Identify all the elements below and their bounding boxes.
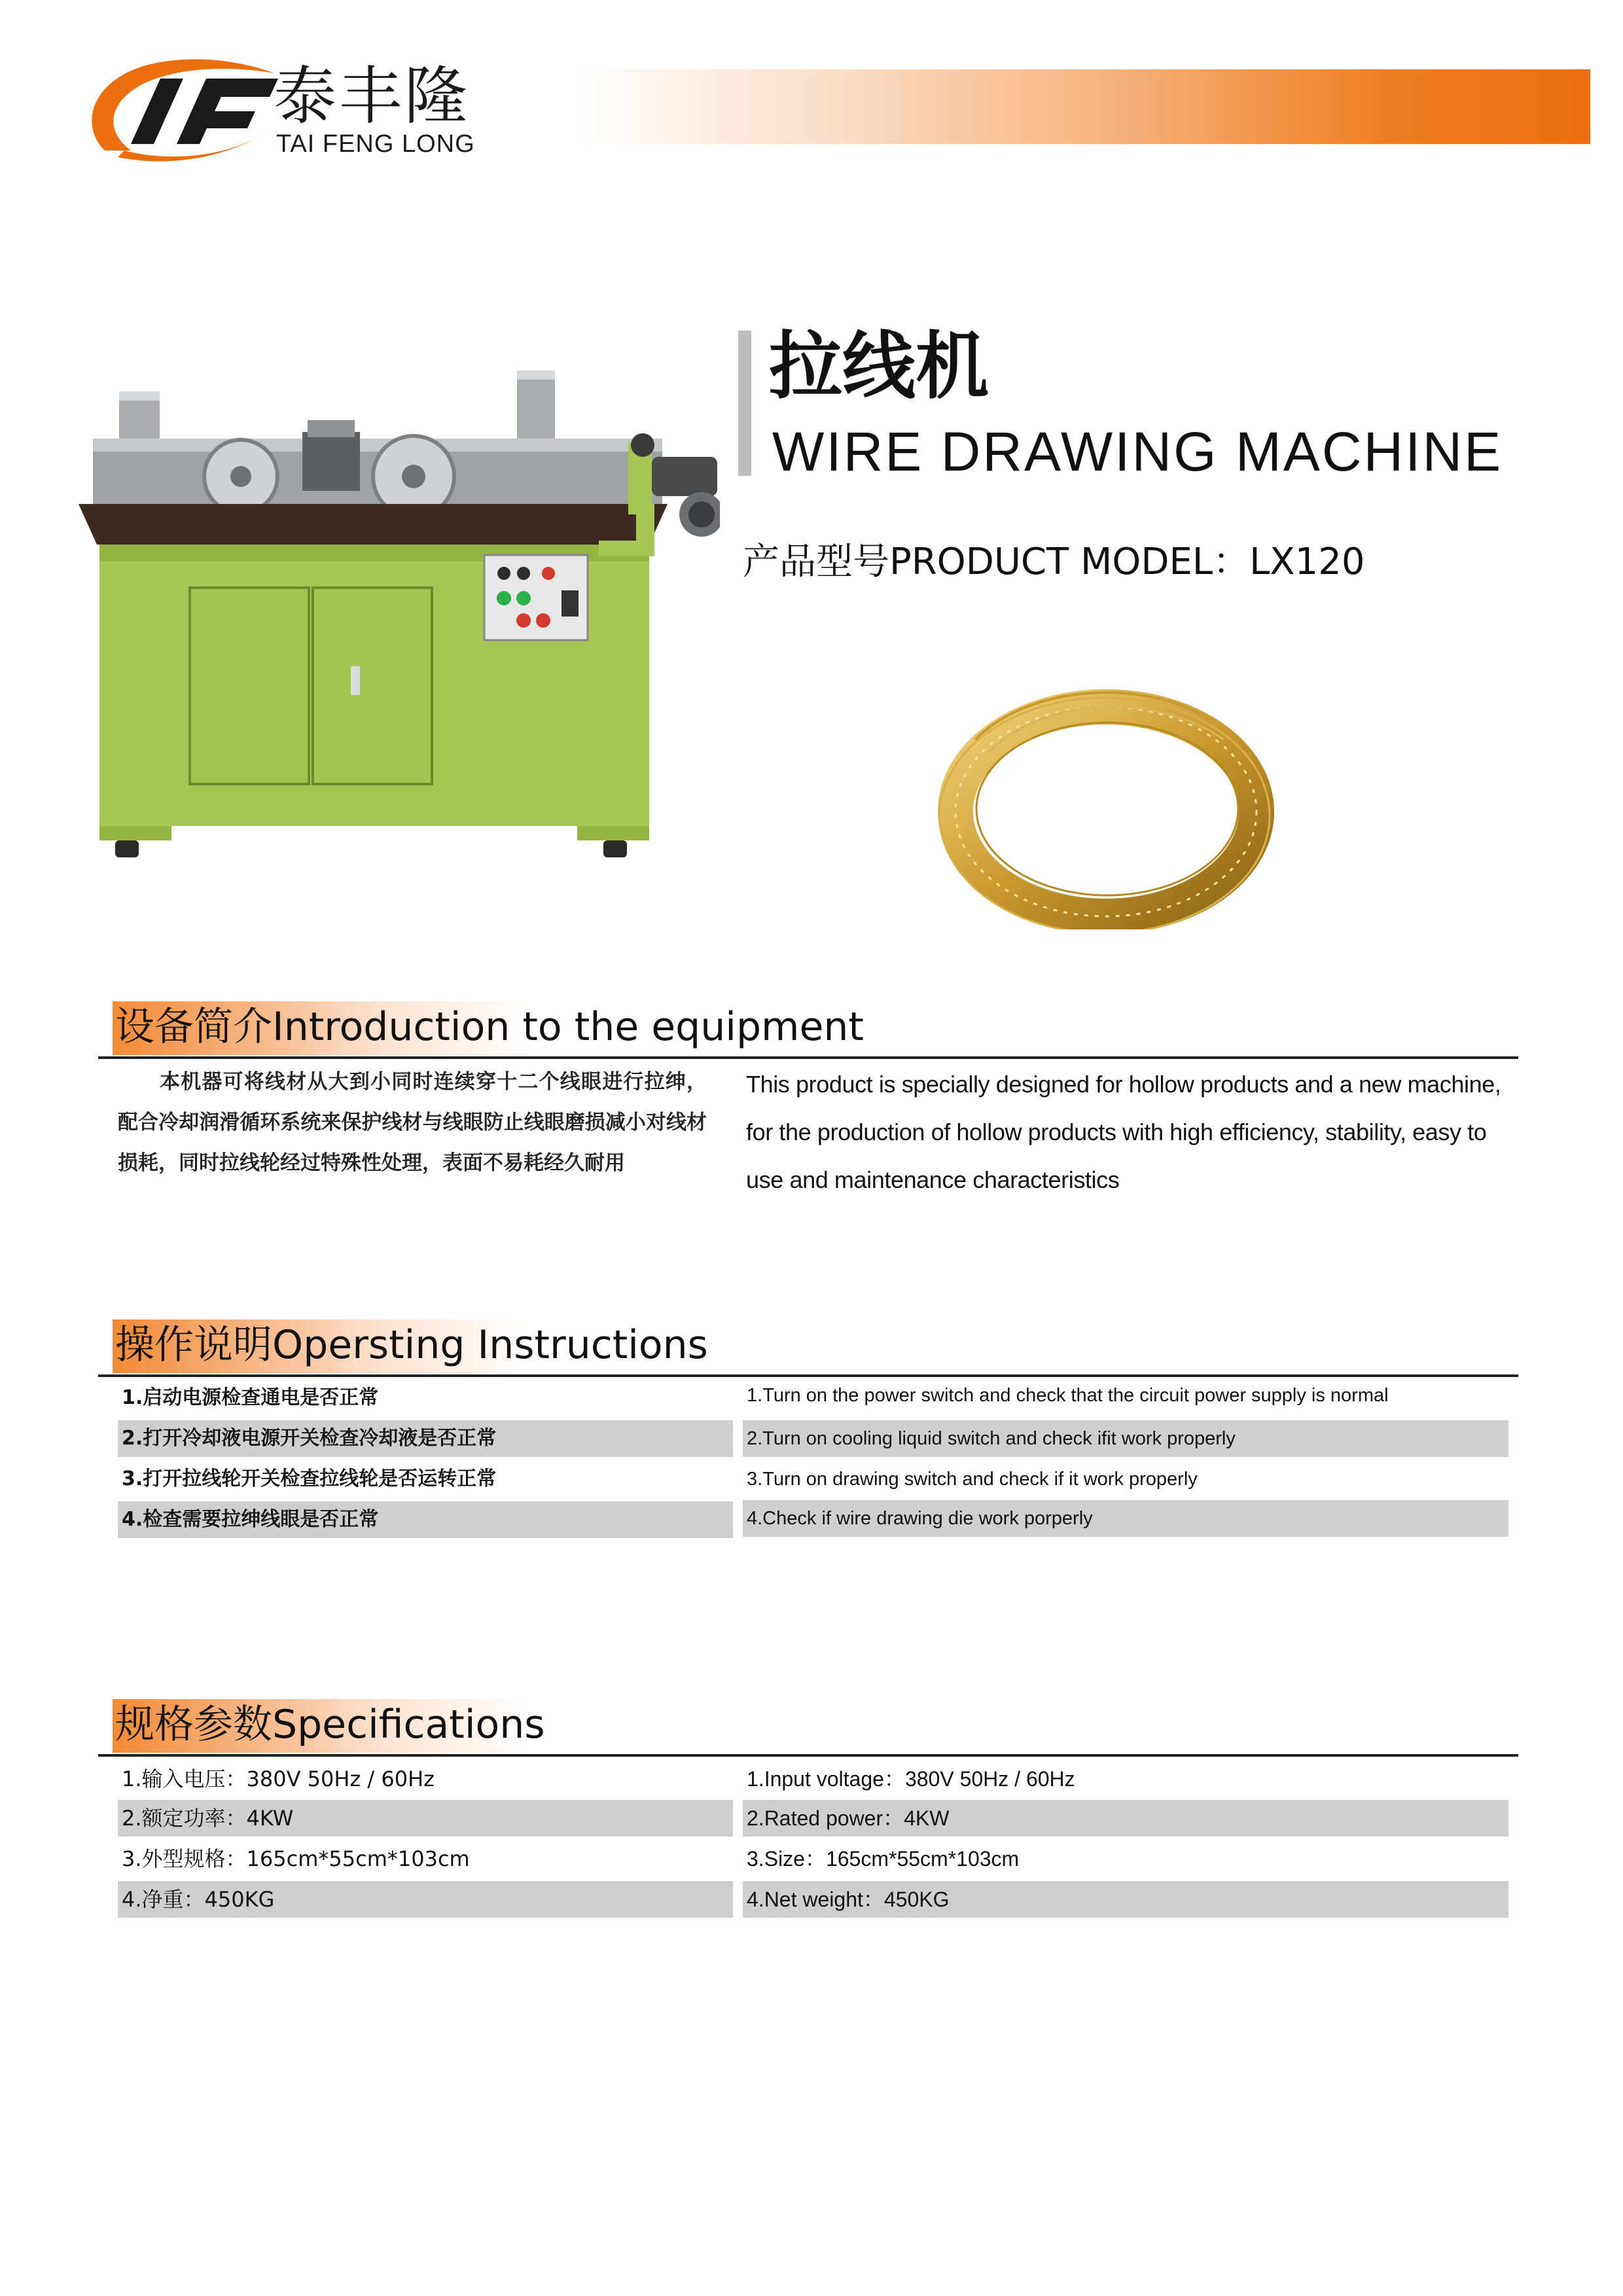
product-title-en: WIRE DRAWING MACHINE xyxy=(772,421,1503,482)
instruction-item-en: 3.Turn on drawing switch and check if it work properly xyxy=(747,1469,1198,1490)
instruction-item-cn: 4.检查需要拉绅线眼是否正常 xyxy=(118,1501,733,1538)
spec-item-cn: 4.净重：450KG xyxy=(118,1881,733,1918)
introduction-text-en: This product is specially designed for hollow products and a new machine, for the production of hollow products with high efficiency, stability, easy to use and maintenance characteristics xyxy=(746,1071,1501,1193)
spec-item-cn: 2.额定功率：4KW xyxy=(118,1800,733,1837)
instruction-item-en: 4.Check if wire drawing die work porperly xyxy=(743,1500,1508,1537)
section-heading-specifications: 规格参数Specifications xyxy=(113,1696,544,1753)
wire-drawing-machine-image xyxy=(65,347,720,870)
gold-wire-coil-image xyxy=(936,681,1276,929)
product-title-cn: 拉线机 xyxy=(769,324,989,409)
section-heading-introduction: 设备简介Introduction to the equipment xyxy=(113,999,864,1055)
title-accent-bar xyxy=(738,331,751,476)
spec-item-en: 1.Input voltage：380V 50Hz / 60Hz xyxy=(747,1767,1075,1791)
section-divider xyxy=(98,1056,1518,1059)
brand-name-en: TAI FENG LONG xyxy=(276,130,475,158)
spec-item-en: 2.Rated power：4KW xyxy=(743,1800,1508,1837)
instruction-item-cn: 2.打开冷却液电源开关检查冷却液是否正常 xyxy=(118,1420,733,1457)
introduction-text-cn: 本机器可将线材从大到小同时连续穿十二个线眼进行拉绅，配合冷却润滑循环系统来保护线材与线眼防止线眼磨损减小对线材损耗，同时拉线轮经过特殊性处理，表面不易耗经久耐用 xyxy=(118,1070,707,1175)
spec-item-cn: 3.外型规格：165cm*55cm*103cm xyxy=(122,1846,470,1871)
spec-item-cn: 1.输入电压：380V 50Hz / 60Hz xyxy=(122,1767,435,1791)
instruction-item-cn: 3.打开拉线轮开关检查拉线轮是否运转正常 xyxy=(122,1467,497,1490)
section-divider xyxy=(98,1754,1518,1757)
tai-feng-long-logo-icon xyxy=(79,52,294,170)
brand-name-cn: 泰丰隆 xyxy=(274,60,470,133)
product-model: 产品型号PRODUCT MODEL：LX120 xyxy=(743,541,1365,583)
instruction-item-en: 1.Turn on the power switch and check that the circuit power supply is normal xyxy=(747,1385,1389,1406)
instruction-item-cn: 1.启动电源检查通电是否正常 xyxy=(122,1386,379,1409)
instruction-item-en: 2.Turn on cooling liquid switch and check ifit work properly xyxy=(743,1420,1508,1457)
section-heading-instructions: 操作说明Opersting Instructions xyxy=(113,1317,708,1373)
spec-item-en: 3.Size：165cm*55cm*103cm xyxy=(747,1847,1020,1871)
spec-item-en: 4.Net weight：450KG xyxy=(743,1881,1508,1918)
header-gradient-band xyxy=(576,69,1590,144)
